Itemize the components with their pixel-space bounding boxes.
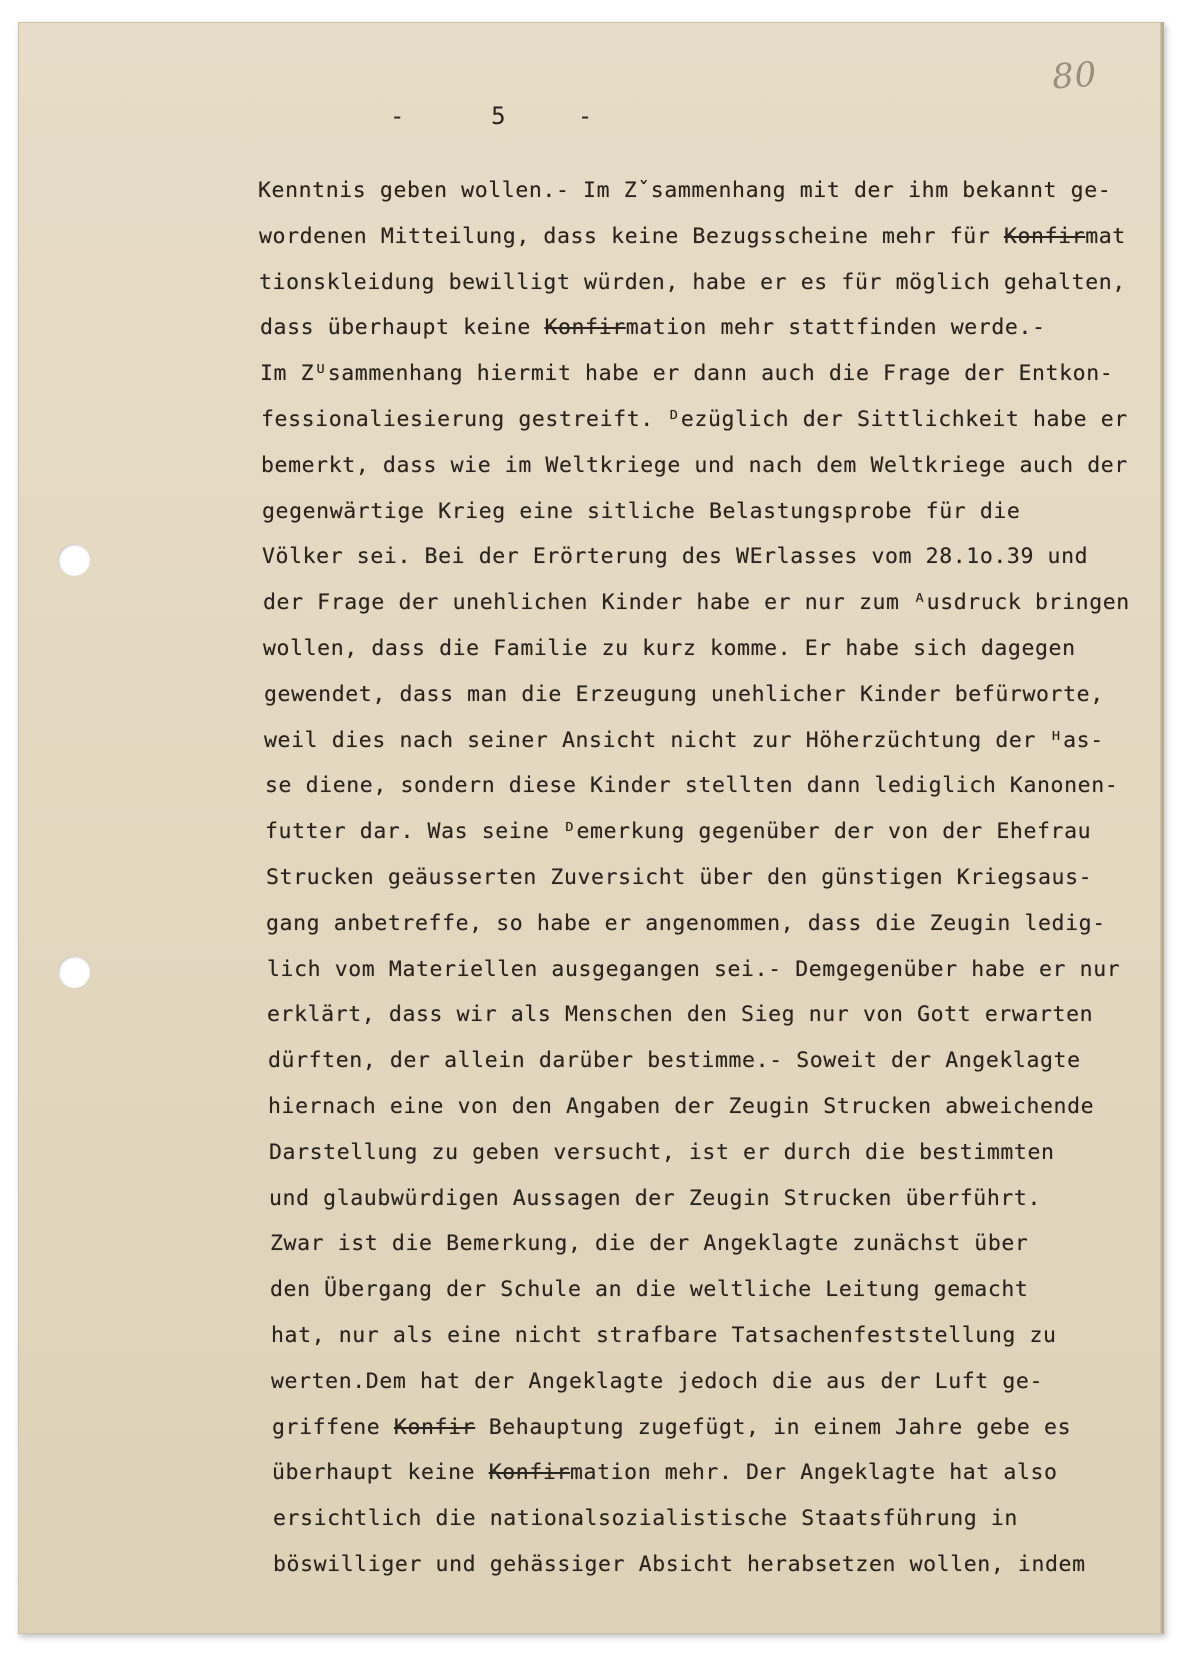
text-line: der Frage der unehlichen Kinder habe er nur zum ᴬusdruck bringen: [263, 590, 1130, 616]
text-line: tionskleidung bewilligt würden, habe er es für möglich gehalten,: [259, 269, 1126, 295]
text-line: se diene, sondern diese Kinder stellten dann lediglich Kanonen-: [265, 773, 1119, 799]
struck-through-word: Konfir: [544, 315, 626, 341]
text-line: dürften, der allein darüber bestimme.- Soweit der Angeklagte: [268, 1048, 1081, 1074]
text-line: werten.Dem hat der Angeklagte jedoch die aus der Luft ge-: [271, 1368, 1044, 1394]
text-line: den Übergang der Schule an die weltliche Leitung gemacht: [270, 1277, 1029, 1303]
text-line: dass überhaupt keine Konfirmation mehr stattfinden werde.-: [260, 315, 1046, 341]
text-line: gewendet, dass man die Erzeugung unehlicher Kinder befürworte,: [264, 681, 1104, 707]
text-line: erklärt, dass wir als Menschen den Sieg nur von Gott erwarten: [267, 1002, 1094, 1028]
text-line: gegenwärtige Krieg eine sitliche Belastungsprobe für die: [262, 498, 1021, 524]
typed-body-text: [258, 168, 1158, 1588]
text-line: wollen, dass die Familie zu kurz komme. Er habe sich dagegen: [263, 635, 1076, 661]
text-line: Kenntnis geben wollen.- Im Zˇsammenhang mit der ihm bekannt ge-: [258, 178, 1112, 203]
text-line: ersichtlich die nationalsozialistische Staatsführung in: [273, 1506, 1018, 1532]
punch-hole-lower: [58, 956, 90, 988]
page-number: - 5 -: [390, 102, 593, 130]
text-line: böswilliger und gehässiger Absicht herabsetzen wollen, indem: [273, 1551, 1086, 1577]
text-line: Strucken geäusserten Zuversicht über den günstigen Kriegsaus-: [266, 864, 1093, 890]
struck-through-word: Konfir: [1003, 223, 1086, 249]
text-line: Völker sei. Bei der Erörterung des WErlasses vom 28.1o.39 und: [262, 544, 1089, 570]
text-line: weil dies nach seiner Ansicht nicht zur Höherzüchtung der ᴴas-: [264, 727, 1104, 753]
punch-hole-upper: [58, 544, 90, 576]
text-line: Im Zᵁsammenhang hiermit habe er dann auch die Frage der Entkon-: [260, 361, 1114, 387]
text-line: futter dar. Was seine ᴰemerkung gegenüber der von der Ehefrau: [265, 819, 1092, 845]
text-line: hiernach eine von den Angaben der Zeugin Strucken abweichende: [268, 1093, 1095, 1119]
text-line: bemerkt, dass wie im Weltkriege und nach dem Weltkriege auch der: [261, 452, 1128, 478]
text-line: wordenen Mitteilung, dass keine Bezugsscheine mehr für Konfirmat: [259, 223, 1126, 249]
text-line: griffene Konfir Behauptung zugefügt, in einem Jahre gebe es: [272, 1414, 1072, 1440]
struck-through-word: Konfir: [488, 1460, 570, 1486]
text-line: fessionaliesierung gestreift. ᴰezüglich der Sittlichkeit habe er: [261, 406, 1128, 432]
text-line: hat, nur als eine nicht strafbare Tatsachenfeststellung zu: [271, 1322, 1057, 1348]
struck-through-word: Konfir: [393, 1414, 476, 1440]
handwritten-folio-number: 80: [1050, 54, 1099, 98]
text-line: Zwar ist die Bemerkung, die der Angeklagte zunächst über: [270, 1231, 1029, 1257]
text-line: überhaupt keine Konfirmation mehr. Der Angeklagte hat also: [272, 1460, 1058, 1486]
text-line: und glaubwürdigen Aussagen der Zeugin Strucken überführt.: [269, 1185, 1042, 1211]
text-line: lich vom Materiellen ausgegangen sei.- Demgegenüber habe er nur: [267, 956, 1121, 982]
text-line: gang anbetreffe, so habe er angenommen, dass die Zeugin ledig-: [266, 910, 1106, 936]
text-line: Darstellung zu geben versucht, ist er durch die bestimmten: [269, 1139, 1055, 1165]
